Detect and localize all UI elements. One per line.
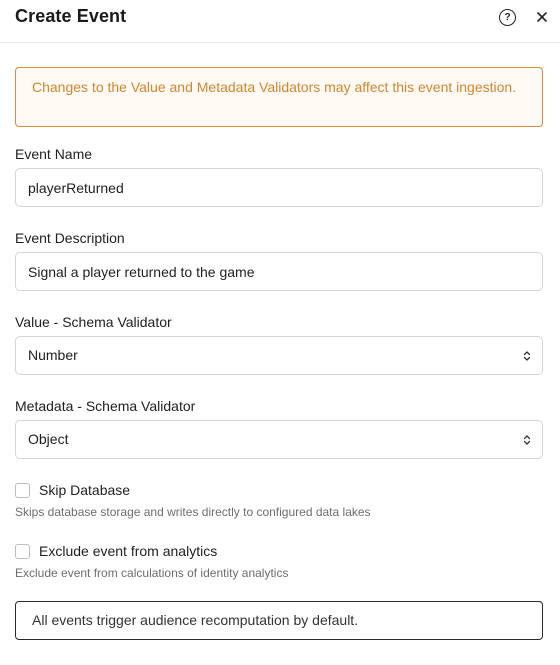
event-description-label: Event Description: [15, 230, 125, 246]
audience-info-banner: All events trigger audience recomputation by default.: [15, 601, 543, 640]
select-arrows-icon: [523, 434, 531, 446]
help-glyph: ?: [504, 12, 511, 23]
validator-warning-banner: Changes to the Value and Metadata Validators may affect this event ingestion.: [15, 67, 543, 127]
question-circle-icon[interactable]: [499, 9, 516, 26]
value-validator-selected: Number: [28, 347, 78, 363]
exclude-analytics-help: Exclude event from calculations of identity analytics: [15, 566, 289, 580]
event-name-input[interactable]: [15, 168, 543, 207]
metadata-validator-label: Metadata - Schema Validator: [15, 398, 196, 414]
event-description-input[interactable]: [15, 252, 543, 291]
close-icon[interactable]: [534, 9, 550, 25]
value-validator-select[interactable]: [15, 336, 543, 375]
metadata-validator-selected: Object: [28, 431, 69, 447]
skip-database-help: Skips database storage and writes directly to configured data lakes: [15, 505, 371, 519]
select-arrows-icon: [523, 350, 531, 362]
dialog-header: [0, 0, 560, 43]
metadata-validator-select[interactable]: [15, 420, 543, 459]
dialog-title: Create Event: [15, 6, 127, 26]
exclude-analytics-checkbox[interactable]: [15, 544, 30, 559]
value-validator-label: Value - Schema Validator: [15, 314, 172, 330]
event-name-label: Event Name: [15, 146, 93, 162]
exclude-analytics-label[interactable]: Exclude event from analytics: [39, 543, 218, 559]
skip-database-checkbox[interactable]: [15, 483, 30, 498]
skip-database-label[interactable]: Skip Database: [39, 482, 131, 498]
